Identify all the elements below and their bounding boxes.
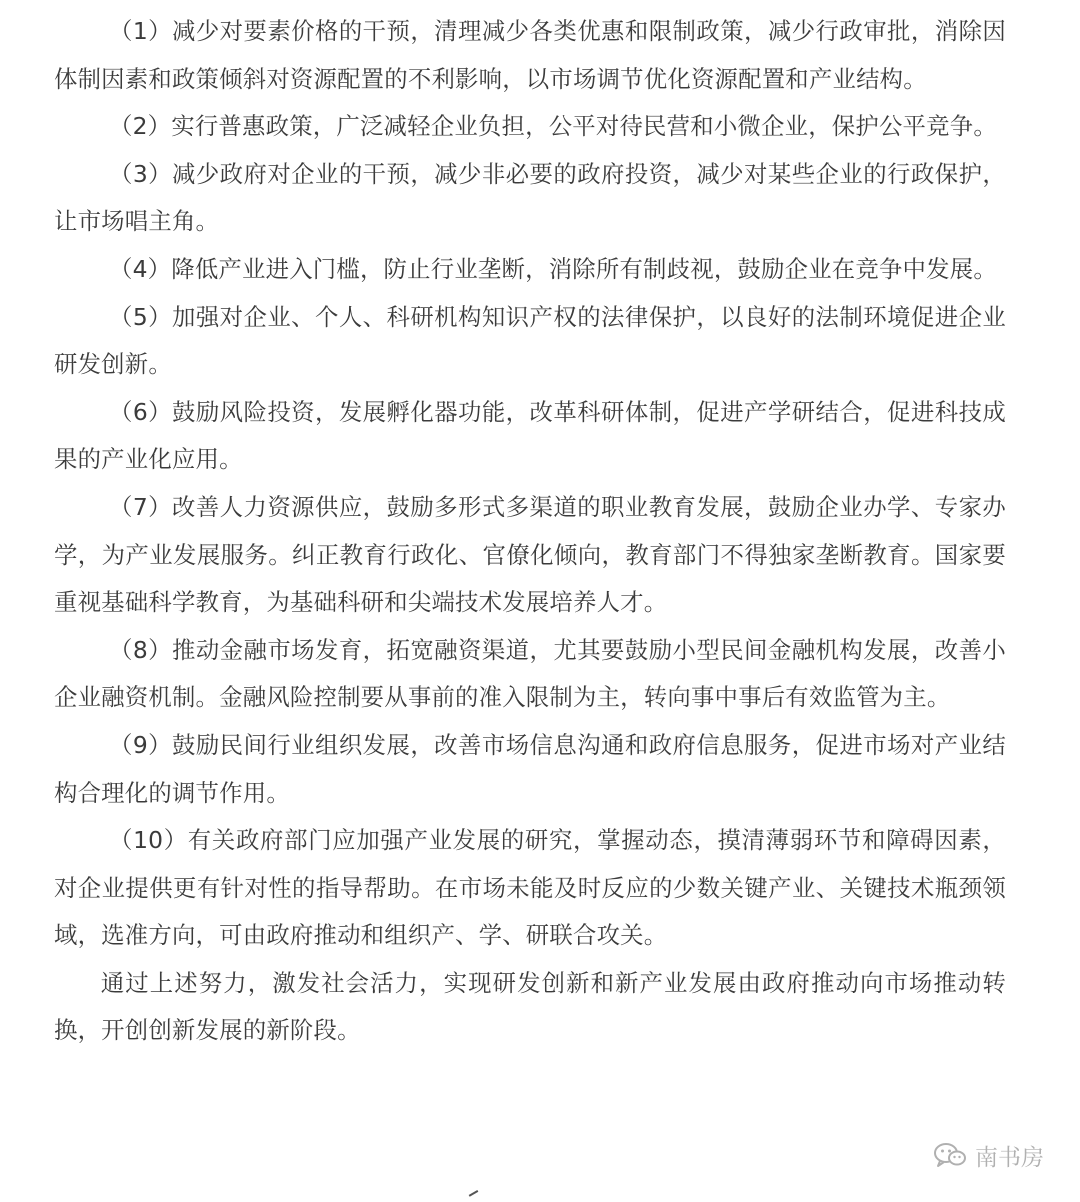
- summary-paragraph: 通过上述努力，激发社会活力，实现研发创新和新产业发展由政府推动向市场推动转换，开创创新发展的新阶段。: [54, 968, 1006, 1045]
- policy-item-10: （10）有关政府部门应加强产业发展的研究，掌握动态，摸清薄弱环节和障碍因素，对企业提供更有针对性的指导帮助。在市场未能及时反应的少数关键产业、关键技术瓶颈领域，选准方向，可由政府推动和组织产、学、研联合攻关。: [54, 826, 1006, 950]
- policy-item-9: （9）鼓励民间行业组织发展，改善市场信息沟通和政府信息服务，促进市场对产业结构合理化的调节作用。: [54, 730, 1006, 807]
- policy-item-4: （4）降低产业进入门槛，防止行业垄断，消除所有制歧视，鼓励企业在竞争中发展。: [108, 254, 997, 283]
- policy-item-1: （1）减少对要素价格的干预，清理减少各类优惠和限制政策，减少行政审批，消除因体制因素和政策倾斜对资源配置的不利影响，以市场调节优化资源配置和产业结构。: [54, 17, 1006, 93]
- watermark-text: 南书房: [975, 1144, 1044, 1171]
- policy-item-3: （3）减少政府对企业的干预，减少非必要的政府投资，减少对某些企业的行政保护，让市场唱主角。: [54, 159, 1006, 236]
- policy-item-8: （8）推动金融市场发育，拓宽融资渠道，尤其要鼓励小型民间金融机构发展，改善小企业融资机制。金融风险控制要从事前的准入限制为主，转向事中事后有效监管为主。: [54, 635, 1006, 712]
- policy-item-5: （5）加强对企业、个人、科研机构知识产权的法律保护，以良好的法制环境促进企业研发创新。: [54, 302, 1006, 379]
- policy-item-6: （6）鼓励风险投资，发展孵化器功能，改革科研体制，促进产学研结合，促进科技成果的产业化应用。: [54, 397, 1006, 474]
- wechat-icon: [933, 1141, 967, 1169]
- policy-item-7: （7）改善人力资源供应，鼓励多形式多渠道的职业教育发展，鼓励企业办学、专家办学，为产业发展服务。纠正教育行政化、官僚化倾向，教育部门不得独家垄断教育。国家要重视基础科学教育，为基础科研和尖端技术发展培养人才。: [54, 492, 1006, 617]
- policy-item-2: （2）实行普惠政策，广泛减轻企业负担，公平对待民营和小微企业，保护公平竞争。: [108, 112, 997, 141]
- watermark: [933, 1140, 1044, 1170]
- article-body: [54, 8, 1006, 1055]
- cropped-glyph-fragment: [469, 1190, 482, 1202]
